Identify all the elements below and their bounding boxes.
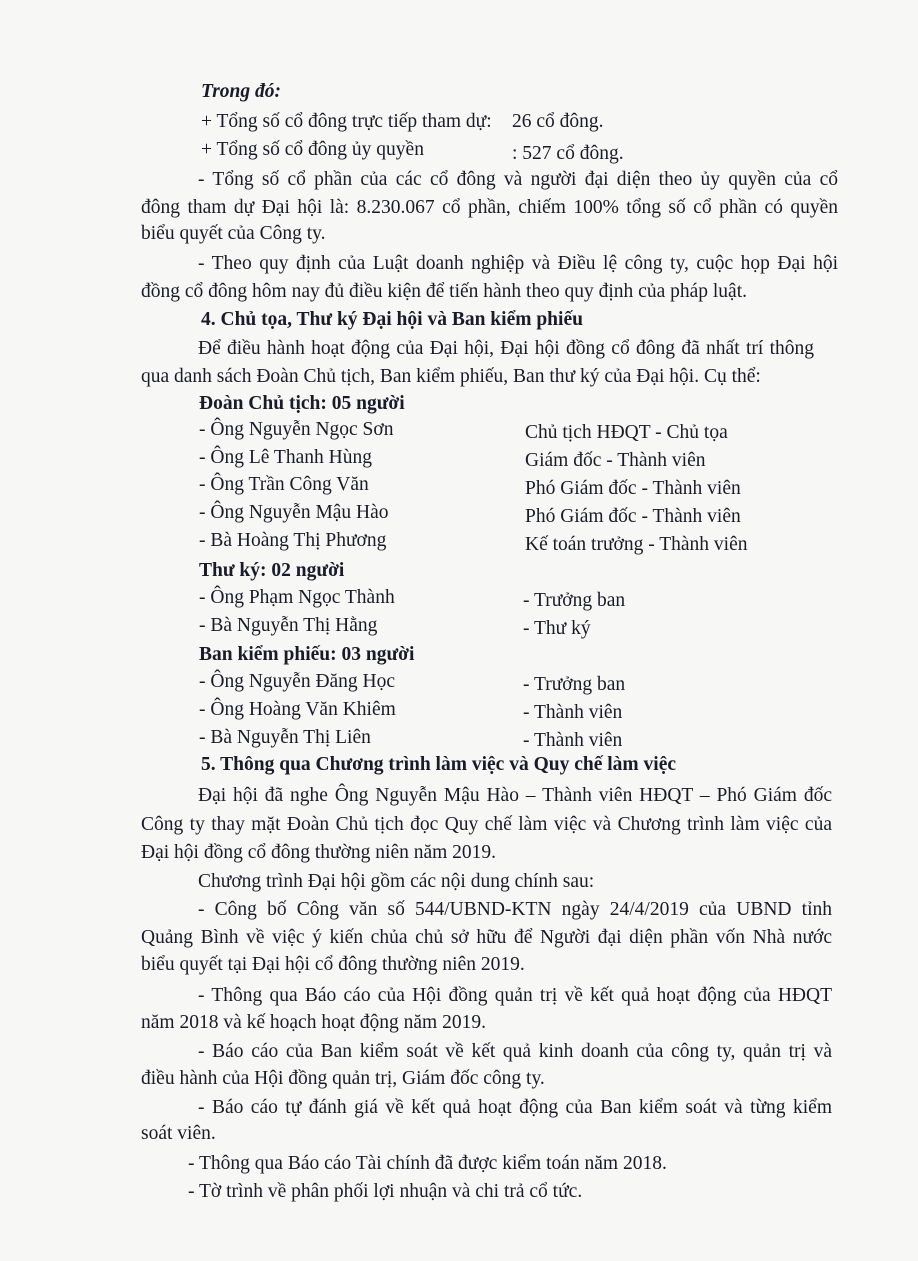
counting-name: - Bà Nguyễn Thị Liên: [199, 727, 371, 748]
direct-attendance-value: 26 cổ đông.: [512, 111, 604, 132]
counting-name: - Ông Nguyễn Đăng Học: [199, 671, 396, 692]
section-5-para-line: Đại hội đã nghe Ông Nguyễn Mậu Hào – Thành viên HĐQT – Phó Giám đốc: [198, 785, 832, 806]
counting-title: Ban kiểm phiếu: 03 người: [199, 644, 415, 665]
section-4-intro-line: Để điều hành hoạt động của Đại hội, Đại hội đồng cổ đông đã nhất trí thông: [198, 338, 814, 359]
secretary-role: - Trưởng ban: [523, 590, 626, 611]
section-5-heading: 5. Thông qua Chương trình làm việc và Quy chế làm việc: [201, 754, 677, 775]
legal-paragraph-line: - Theo quy định của Luật doanh nghiệp và Điều lệ công ty, cuộc họp Đại hội: [198, 253, 838, 274]
counting-role: - Trưởng ban: [523, 674, 626, 695]
program-item-line: - Báo cáo tự đánh giá về kết quả hoạt động của Ban kiểm soát và từng kiểm: [198, 1097, 832, 1118]
proxy-label: + Tổng số cổ đông ủy quyền: [201, 139, 424, 160]
presidium-role: Chủ tịch HĐQT - Chủ tọa: [525, 422, 728, 443]
presidium-name: - Ông Lê Thanh Hùng: [199, 447, 372, 468]
presidium-role: Kế toán trưởng - Thành viên: [525, 534, 748, 555]
section-5-para-line: Công ty thay mặt Đoàn Chủ tịch đọc Quy chế làm việc và Chương trình làm việc của: [141, 814, 832, 835]
shares-paragraph-line: - Tổng số cổ phần của các cổ đông và người đại diện theo ủy quyền của cổ: [198, 169, 838, 190]
program-item-line: soát viên.: [141, 1123, 216, 1144]
program-item-line: - Tờ trình về phân phối lợi nhuận và chi trả cổ tức.: [188, 1181, 583, 1202]
presidium-name: - Ông Nguyễn Ngọc Sơn: [199, 419, 394, 440]
intro-heading: Trong đó:: [201, 81, 281, 102]
shares-paragraph-line: đông tham dự Đại hội là: 8.230.067 cổ phần, chiếm 100% tổng số cổ phần có quyền: [141, 197, 838, 218]
counting-name: - Ông Hoàng Văn Khiêm: [199, 699, 396, 720]
section-4-heading: 4. Chủ tọa, Thư ký Đại hội và Ban kiểm phiếu: [201, 309, 583, 330]
shares-paragraph-line: biểu quyết của Công ty.: [141, 223, 326, 244]
presidium-role: Phó Giám đốc - Thành viên: [525, 478, 741, 499]
secretary-name: - Ông Phạm Ngọc Thành: [199, 587, 395, 608]
program-item-line: biểu quyết tại Đại hội cổ đông thường niên 2019.: [141, 954, 525, 975]
direct-attendance-label: + Tổng số cổ đông trực tiếp tham dự:: [201, 111, 492, 132]
presidium-role: Phó Giám đốc - Thành viên: [525, 506, 741, 527]
counting-role: - Thành viên: [523, 730, 623, 751]
secretary-role: - Thư ký: [523, 618, 591, 639]
legal-paragraph-line: đồng cổ đông hôm nay đủ điều kiện để tiến hành theo quy định của pháp luật.: [141, 281, 747, 302]
section-4-intro-line: qua danh sách Đoàn Chủ tịch, Ban kiểm phiếu, Ban thư ký của Đại hội. Cụ thể:: [141, 366, 761, 387]
program-item-line: - Công bố Công văn số 544/UBND-KTN ngày 24/4/2019 của UBND tỉnh: [198, 899, 832, 920]
program-item-line: điều hành của Hội đồng quản trị, Giám đốc công ty.: [141, 1068, 545, 1089]
secretary-name: - Bà Nguyễn Thị Hằng: [199, 615, 378, 636]
program-intro: Chương trình Đại hội gồm các nội dung chính sau:: [198, 871, 595, 892]
program-item-line: Quảng Bình về việc ý kiến chủa chủ sở hữu để Người đại diện phần vốn Nhà nước: [141, 927, 832, 948]
secretary-title: Thư ký: 02 người: [199, 560, 345, 581]
counting-role: - Thành viên: [523, 702, 623, 723]
presidium-title: Đoàn Chủ tịch: 05 người: [199, 393, 405, 414]
program-item-line: năm 2018 và kế hoạch hoạt động năm 2019.: [141, 1012, 486, 1033]
presidium-role: Giám đốc - Thành viên: [525, 450, 706, 471]
program-item-line: - Thông qua Báo cáo của Hội đồng quản trị về kết quả hoạt động của HĐQT: [198, 985, 832, 1006]
presidium-name: - Bà Hoàng Thị Phương: [199, 530, 387, 551]
section-5-para-line: Đại hội đồng cổ đông thường niên năm 2019.: [141, 842, 497, 863]
program-item-line: - Thông qua Báo cáo Tài chính đã được kiểm toán năm 2018.: [188, 1153, 667, 1174]
presidium-name: - Ông Trần Công Văn: [199, 474, 369, 495]
presidium-name: - Ông Nguyễn Mậu Hào: [199, 502, 389, 523]
proxy-value: : 527 cổ đông.: [512, 143, 624, 164]
program-item-line: - Báo cáo của Ban kiểm soát về kết quả kinh doanh của công ty, quản trị và: [198, 1041, 832, 1062]
